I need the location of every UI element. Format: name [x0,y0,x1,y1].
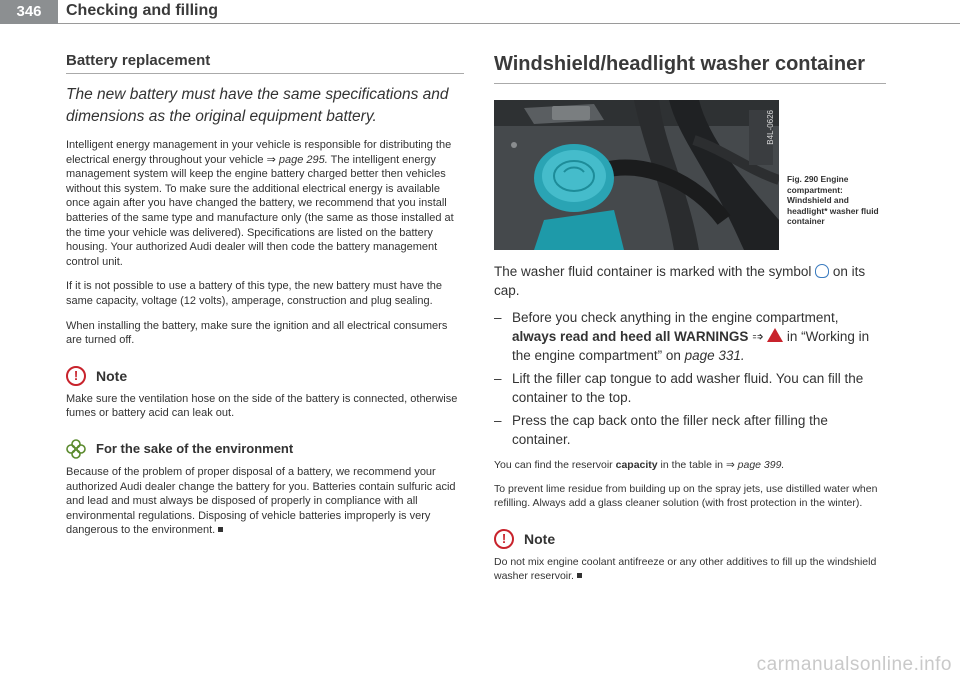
environment-text-body: Because of the problem of proper disposal of a battery, we recommend your authorized Audi dealer change the battery for you. Batteries contain sulfuric acid and lead and must always be disposed of properly in compliance with all environmental regulations. Disposing of vehicle batteries improperly is very dangerous to the environment. [66,465,456,537]
engine-compartment-photo [494,100,779,250]
capacity-bold: capacity [615,459,658,471]
page-399-link[interactable]: ⇒ page 399. [725,459,785,471]
battery-intro: The new battery must have the same specifications and dimensions as the original equipment battery. [66,86,449,125]
watermark: carmanualsonline.info [756,654,952,675]
step-2: – Lift the filler cap tongue to add washer fluid. You can fill the container to the top. [494,371,864,405]
environment-heading [66,439,464,459]
figure-caption: Fig. 290 Engine compartment: Windshield and headlight* washer fluid container [787,174,879,226]
caution-icon: ! [494,529,514,549]
photo-code: B4L-0626 [766,110,775,145]
washer-note-body: Do not mix engine coolant antifreeze or any other additives to fill up the windshield washer reservoir. [494,555,877,582]
step1-arrow: ⇒ [748,329,768,344]
capacity-line [494,458,886,473]
washer-note-title: Note [524,530,556,547]
caution-icon: ! [66,366,86,386]
capacity-text-b: in the table in [657,459,726,471]
washer-symbol-icon [815,264,829,278]
battery-note-heading [66,366,464,386]
washer-note-text [494,555,886,584]
battery-heading: Battery replacement [66,52,464,74]
battery-paragraph-2: If it is not possible to use a battery of this type, the new battery must have the same capacity, voltage (12 volts), amperage, construction and plug sealing. [66,280,443,307]
end-of-section-mark [577,573,582,578]
battery-note-title: Note [96,367,128,384]
end-of-section-mark [218,527,223,532]
step1-text-a: Before you check anything in the engine compartment, [512,310,839,325]
washer-note-heading [494,529,886,549]
page-number: 346 [0,0,58,24]
page-header [0,0,960,26]
lead-text-b: on its cap. [494,264,866,298]
lead-text-a: The washer fluid container is marked with the symbol [494,264,816,279]
step1-text-c: in “Working in the engine compartment” on [512,329,870,363]
warning-triangle-icon [767,328,783,342]
washer-lead [494,262,886,300]
environment-text [66,465,464,538]
environment-title: For the sake of the environment [96,441,294,457]
washer-steps [494,308,886,449]
step3-text: Press the cap back onto the filler neck after filling the container. [512,413,828,447]
p1-text-a: Intelligent energy management in your vehicle is responsible for distributing the electrical energy throughout your vehicle [66,139,452,166]
capacity-text-a: You can find the reservoir [494,459,616,471]
step1-warning-bold: always read and heed all WARNINGS [512,329,749,344]
step-3: – Press the cap back onto the filler neck after filling the container. [494,413,828,447]
battery-note-text: Make sure the ventilation hose on the side of the battery is connected, otherwise fumes or battery acid can leak out. [66,392,458,420]
washer-heading: Windshield/headlight washer container [494,52,886,84]
battery-paragraph-1 [66,138,464,269]
environment-flower-icon [66,439,86,459]
page-331-link[interactable]: page 331. [684,348,745,363]
lime-paragraph: To prevent lime residue from building up on the spray jets, use distilled water when refilling. Always add a glass cleaner solution (with frost protection in the winter). [494,482,878,509]
right-column [494,52,886,584]
step-1: – Before you check anything in the engine compartment, always read and heed all WARNINGS ⇒ ! in “Working in the engine compartment” on page 331. [494,308,886,365]
left-column [66,52,464,538]
page-295-link[interactable]: ⇒ page 295. [266,153,328,166]
battery-paragraph-3: When installing the battery, make sure the ignition and all electrical consumers are turned off. [66,319,448,347]
figure-290 [494,100,886,250]
header-rule [58,23,960,24]
p1-text-b: The intelligent energy management system will keep the engine battery charged better then vehicles without this system. To make sure the additional electrical energy is available once again after you have changed the battery, we recommend that you install batteries of the same type and manufacture only (the same as those installed at the time your vehicle was delivered). Specifications are listed on the battery housing. Your authorized Audi dealer will then code the battery management control unit. [66,153,454,268]
step2-text: Lift the filler cap tongue to add washer fluid. You can fill the container to the top. [512,371,864,405]
section-title: Checking and filling [66,2,219,19]
